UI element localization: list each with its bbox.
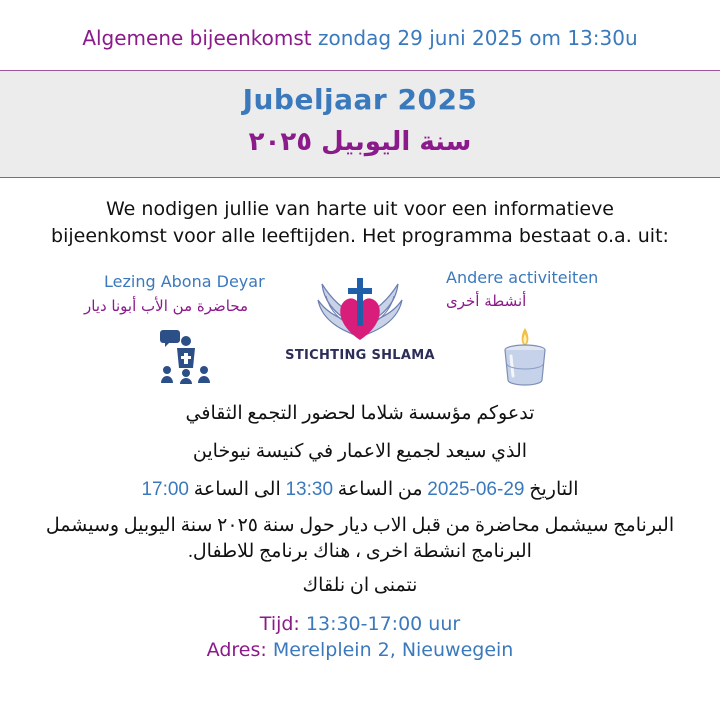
candle-icon	[502, 324, 548, 386]
intro-line-2: bijeenkomst voor alle leeftijden. Het programma bestaat o.a. uit:	[51, 225, 669, 247]
lecture-label-arabic: محاضرة من الأب أبونا ديار	[84, 297, 249, 315]
address-value: Merelplein 2, Nieuwegein	[272, 639, 514, 661]
activities-label: Andere activiteiten	[446, 268, 599, 287]
arabic-line-3	[20, 478, 700, 501]
activities-label-arabic: أنشطة أخرى	[446, 292, 527, 310]
event-label: Algemene bijeenkomst	[82, 26, 312, 50]
wings-heart-cross-icon	[280, 270, 440, 348]
shlama-logo	[280, 270, 440, 370]
event-header	[0, 26, 720, 50]
page-title: Jubeljaar 2025	[242, 83, 478, 116]
intro-text	[20, 196, 700, 250]
time-line	[0, 613, 720, 635]
page-subtitle-arabic: سنة اليوبيل ٢٠٢٥	[248, 127, 472, 157]
arabic-time-end: 17:00	[141, 479, 189, 500]
arabic-line-2: الذي سيعد لجميع الاعمار في كنيسة نيوخاين	[192, 441, 528, 462]
arabic-to: الى الساعة	[193, 479, 281, 500]
address-label: Adres:	[206, 639, 267, 661]
address-line	[0, 639, 720, 661]
lecture-label: Lezing Abona Deyar	[104, 272, 265, 291]
logo-text: STICHTING SHLAMA	[285, 348, 435, 363]
arabic-date: 2025-06-29	[427, 479, 525, 500]
time-label: Tijd:	[259, 613, 300, 635]
arabic-line-5: البرنامج انشطة اخرى ، هناك برنامج للاطفال.	[188, 541, 532, 562]
arabic-line-6: نتمنى ان نلقاك	[302, 575, 418, 596]
arabic-from: من الساعة	[337, 479, 423, 500]
arabic-time-start: 13:30	[285, 479, 334, 500]
arabic-date-prefix: التاريخ	[529, 479, 579, 500]
time-value: 13:30-17:00 uur	[305, 613, 461, 635]
event-date: zondag 29 juni 2025 om 13:30u	[317, 26, 638, 50]
lecture-icon	[160, 326, 212, 384]
arabic-line-1: تدعوكم مؤسسة شلاما لحضور التجمع الثقافي	[185, 403, 535, 424]
title-banner	[0, 70, 720, 178]
intro-line-1: We nodigen jullie van harte uit voor een informatieve	[106, 198, 614, 220]
arabic-line-4: البرنامج سيشمل محاضرة من قبل الاب ديار حول سنة ٢٠٢٥ سنة اليوبيل وسيشمل	[45, 515, 675, 536]
